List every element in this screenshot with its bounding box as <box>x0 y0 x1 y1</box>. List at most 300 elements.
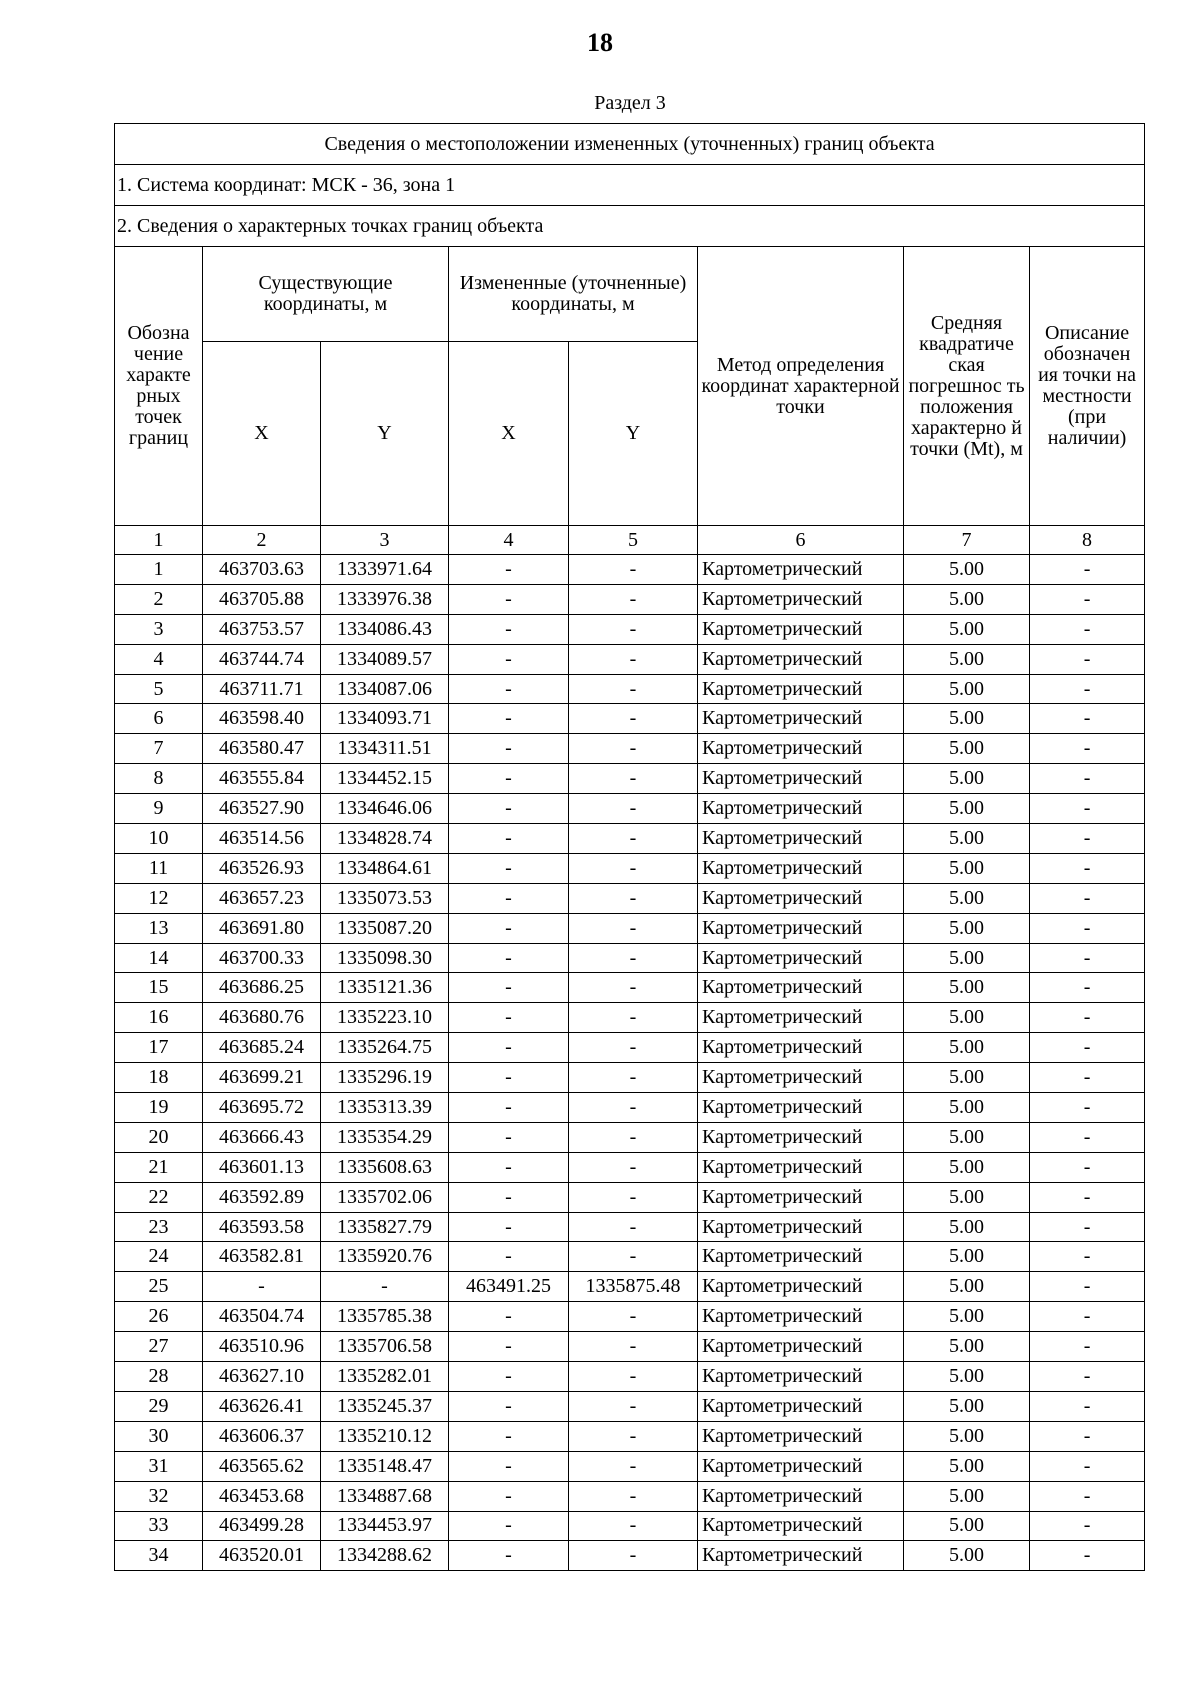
cell-point-number: 31 <box>115 1451 203 1481</box>
header-description: Описание обозначен ия точки на местности (при наличии) <box>1030 247 1145 526</box>
cell-existing-y: 1334093.71 <box>321 704 449 734</box>
cell-existing-y: 1334086.43 <box>321 614 449 644</box>
column-number: 5 <box>569 526 698 555</box>
cell-method: Картометрический <box>698 674 904 704</box>
cell-mean-error: 5.00 <box>904 1481 1030 1511</box>
table-row <box>115 943 1145 973</box>
cell-changed-x: - <box>449 853 569 883</box>
cell-existing-y: 1335087.20 <box>321 913 449 943</box>
table-row <box>115 1362 1145 1392</box>
cell-description: - <box>1030 1272 1145 1302</box>
cell-method: Картометрический <box>698 1332 904 1362</box>
cell-existing-y: 1335296.19 <box>321 1063 449 1093</box>
cell-method: Картометрический <box>698 1302 904 1332</box>
cell-changed-y: - <box>569 1391 698 1421</box>
cell-point-number: 14 <box>115 943 203 973</box>
cell-changed-x: - <box>449 1511 569 1541</box>
cell-method: Картометрический <box>698 1451 904 1481</box>
cell-method: Картометрический <box>698 853 904 883</box>
cell-description: - <box>1030 1451 1145 1481</box>
cell-method: Картометрический <box>698 555 904 585</box>
cell-existing-x: 463499.28 <box>203 1511 321 1541</box>
cell-existing-x: 463685.24 <box>203 1033 321 1063</box>
table-title: Сведения о местоположении измененных (уточненных) границ объекта <box>115 124 1145 165</box>
cell-existing-y: 1335706.58 <box>321 1332 449 1362</box>
cell-method: Картометрический <box>698 734 904 764</box>
cell-changed-y: - <box>569 734 698 764</box>
cell-method: Картометрический <box>698 1511 904 1541</box>
cell-changed-x: - <box>449 1063 569 1093</box>
cell-existing-x: 463711.71 <box>203 674 321 704</box>
cell-description: - <box>1030 1302 1145 1332</box>
cell-point-number: 24 <box>115 1242 203 1272</box>
cell-existing-x: - <box>203 1272 321 1302</box>
cell-existing-y: 1335264.75 <box>321 1033 449 1063</box>
table-row <box>115 674 1145 704</box>
cell-existing-x: 463744.74 <box>203 644 321 674</box>
cell-method: Картометрический <box>698 1541 904 1571</box>
cell-mean-error: 5.00 <box>904 644 1030 674</box>
cell-mean-error: 5.00 <box>904 1093 1030 1123</box>
cell-description: - <box>1030 1033 1145 1063</box>
cell-existing-y: 1334887.68 <box>321 1481 449 1511</box>
cell-mean-error: 5.00 <box>904 1541 1030 1571</box>
cell-description: - <box>1030 1182 1145 1212</box>
cell-changed-y: - <box>569 1063 698 1093</box>
cell-existing-y: 1335121.36 <box>321 973 449 1003</box>
cell-changed-y: - <box>569 1511 698 1541</box>
cell-changed-y: - <box>569 1541 698 1571</box>
cell-point-number: 22 <box>115 1182 203 1212</box>
cell-point-number: 34 <box>115 1541 203 1571</box>
cell-changed-x: - <box>449 644 569 674</box>
cell-changed-x: - <box>449 1182 569 1212</box>
cell-existing-y: 1335313.39 <box>321 1093 449 1123</box>
cell-changed-x: - <box>449 794 569 824</box>
cell-method: Картометрический <box>698 1391 904 1421</box>
cell-point-number: 18 <box>115 1063 203 1093</box>
cell-method: Картометрический <box>698 794 904 824</box>
cell-point-number: 3 <box>115 614 203 644</box>
cell-existing-x: 463526.93 <box>203 853 321 883</box>
header-existing-y: Y <box>321 342 449 526</box>
cell-description: - <box>1030 1122 1145 1152</box>
cell-existing-y: 1335785.38 <box>321 1302 449 1332</box>
cell-changed-y: - <box>569 913 698 943</box>
cell-changed-y: - <box>569 584 698 614</box>
cell-existing-y: 1335827.79 <box>321 1212 449 1242</box>
column-number: 2 <box>203 526 321 555</box>
cell-changed-y: - <box>569 943 698 973</box>
cell-existing-y: 1335148.47 <box>321 1451 449 1481</box>
table-row <box>115 644 1145 674</box>
cell-changed-y: - <box>569 1362 698 1392</box>
cell-mean-error: 5.00 <box>904 1421 1030 1451</box>
cell-description: - <box>1030 973 1145 1003</box>
cell-method: Картометрический <box>698 1033 904 1063</box>
cell-changed-y: - <box>569 1093 698 1123</box>
cell-changed-x: - <box>449 555 569 585</box>
cell-changed-y: - <box>569 1122 698 1152</box>
cell-description: - <box>1030 1391 1145 1421</box>
cell-point-number: 17 <box>115 1033 203 1063</box>
cell-mean-error: 5.00 <box>904 794 1030 824</box>
cell-existing-x: 463593.58 <box>203 1212 321 1242</box>
cell-existing-x: 463453.68 <box>203 1481 321 1511</box>
cell-existing-y: 1335282.01 <box>321 1362 449 1392</box>
cell-changed-x: - <box>449 1451 569 1481</box>
cell-mean-error: 5.00 <box>904 674 1030 704</box>
cell-description: - <box>1030 674 1145 704</box>
cell-mean-error: 5.00 <box>904 1122 1030 1152</box>
cell-description: - <box>1030 764 1145 794</box>
cell-mean-error: 5.00 <box>904 1063 1030 1093</box>
cell-mean-error: 5.00 <box>904 853 1030 883</box>
cell-existing-y: 1334087.06 <box>321 674 449 704</box>
cell-point-number: 26 <box>115 1302 203 1332</box>
table-row <box>115 764 1145 794</box>
cell-method: Картометрический <box>698 1481 904 1511</box>
cell-mean-error: 5.00 <box>904 584 1030 614</box>
cell-existing-y: 1335210.12 <box>321 1421 449 1451</box>
cell-mean-error: 5.00 <box>904 614 1030 644</box>
cell-existing-x: 463514.56 <box>203 824 321 854</box>
cell-mean-error: 5.00 <box>904 883 1030 913</box>
cell-mean-error: 5.00 <box>904 1362 1030 1392</box>
cell-existing-x: 463510.96 <box>203 1332 321 1362</box>
cell-existing-y: 1334453.97 <box>321 1511 449 1541</box>
cell-description: - <box>1030 943 1145 973</box>
column-number: 7 <box>904 526 1030 555</box>
header-existing-x: X <box>203 342 321 526</box>
cell-method: Картометрический <box>698 1272 904 1302</box>
cell-method: Картометрический <box>698 1122 904 1152</box>
cell-changed-x: - <box>449 943 569 973</box>
cell-description: - <box>1030 883 1145 913</box>
cell-existing-y: 1334089.57 <box>321 644 449 674</box>
cell-existing-y: 1335098.30 <box>321 943 449 973</box>
cell-changed-x: - <box>449 1362 569 1392</box>
table-row <box>115 1272 1145 1302</box>
cell-existing-x: 463705.88 <box>203 584 321 614</box>
cell-mean-error: 5.00 <box>904 824 1030 854</box>
cell-method: Картометрический <box>698 614 904 644</box>
table-row <box>115 1033 1145 1063</box>
cell-description: - <box>1030 614 1145 644</box>
cell-changed-y: - <box>569 1182 698 1212</box>
cell-changed-y: 1335875.48 <box>569 1272 698 1302</box>
cell-changed-y: - <box>569 1451 698 1481</box>
cell-mean-error: 5.00 <box>904 1391 1030 1421</box>
cell-changed-x: - <box>449 1212 569 1242</box>
cell-changed-x: - <box>449 1421 569 1451</box>
table-row <box>115 1481 1145 1511</box>
table-row <box>115 704 1145 734</box>
cell-existing-y: - <box>321 1272 449 1302</box>
cell-changed-y: - <box>569 973 698 1003</box>
cell-existing-x: 463627.10 <box>203 1362 321 1392</box>
cell-mean-error: 5.00 <box>904 555 1030 585</box>
table-body <box>115 555 1145 1571</box>
cell-method: Картометрический <box>698 1063 904 1093</box>
cell-changed-y: - <box>569 704 698 734</box>
header-method: Метод определения координат характерной точки <box>698 247 904 526</box>
column-number: 3 <box>321 526 449 555</box>
cell-existing-x: 463699.21 <box>203 1063 321 1093</box>
cell-changed-y: - <box>569 555 698 585</box>
cell-method: Картометрический <box>698 1093 904 1123</box>
cell-description: - <box>1030 824 1145 854</box>
cell-point-number: 13 <box>115 913 203 943</box>
cell-point-number: 5 <box>115 674 203 704</box>
cell-point-number: 10 <box>115 824 203 854</box>
cell-description: - <box>1030 555 1145 585</box>
cell-description: - <box>1030 584 1145 614</box>
cell-method: Картометрический <box>698 1362 904 1392</box>
cell-mean-error: 5.00 <box>904 1212 1030 1242</box>
cell-changed-y: - <box>569 1242 698 1272</box>
cell-existing-y: 1334288.62 <box>321 1541 449 1571</box>
cell-existing-x: 463700.33 <box>203 943 321 973</box>
cell-existing-x: 463680.76 <box>203 1003 321 1033</box>
cell-changed-x: - <box>449 764 569 794</box>
table-row <box>115 1182 1145 1212</box>
cell-existing-y: 1334864.61 <box>321 853 449 883</box>
table-row <box>115 1003 1145 1033</box>
cell-point-number: 28 <box>115 1362 203 1392</box>
cell-description: - <box>1030 1242 1145 1272</box>
cell-mean-error: 5.00 <box>904 1272 1030 1302</box>
table-row <box>115 853 1145 883</box>
cell-point-number: 1 <box>115 555 203 585</box>
cell-changed-x: - <box>449 913 569 943</box>
table-row <box>115 1212 1145 1242</box>
cell-existing-y: 1335354.29 <box>321 1122 449 1152</box>
cell-mean-error: 5.00 <box>904 1332 1030 1362</box>
cell-mean-error: 5.00 <box>904 1152 1030 1182</box>
cell-description: - <box>1030 1511 1145 1541</box>
cell-changed-x: - <box>449 1242 569 1272</box>
cell-existing-y: 1334828.74 <box>321 824 449 854</box>
cell-point-number: 16 <box>115 1003 203 1033</box>
cell-point-number: 9 <box>115 794 203 824</box>
cell-existing-x: 463565.62 <box>203 1451 321 1481</box>
cell-method: Картометрический <box>698 913 904 943</box>
table-row <box>115 1302 1145 1332</box>
cell-method: Картометрический <box>698 1152 904 1182</box>
cell-method: Картометрический <box>698 1421 904 1451</box>
cell-changed-x: - <box>449 1152 569 1182</box>
cell-changed-y: - <box>569 764 698 794</box>
cell-changed-y: - <box>569 883 698 913</box>
header-changed-coordinates: Измененные (уточненные) координаты, м <box>449 247 698 342</box>
cell-existing-x: 463580.47 <box>203 734 321 764</box>
cell-existing-y: 1335608.63 <box>321 1152 449 1182</box>
cell-point-number: 15 <box>115 973 203 1003</box>
cell-method: Картометрический <box>698 584 904 614</box>
cell-description: - <box>1030 1481 1145 1511</box>
cell-existing-x: 463598.40 <box>203 704 321 734</box>
column-number-row <box>115 526 1145 555</box>
cell-point-number: 30 <box>115 1421 203 1451</box>
cell-point-number: 11 <box>115 853 203 883</box>
table-row <box>115 824 1145 854</box>
cell-mean-error: 5.00 <box>904 1033 1030 1063</box>
cell-existing-x: 463606.37 <box>203 1421 321 1451</box>
column-number: 8 <box>1030 526 1145 555</box>
cell-point-number: 27 <box>115 1332 203 1362</box>
cell-point-number: 2 <box>115 584 203 614</box>
cell-point-number: 21 <box>115 1152 203 1182</box>
cell-existing-x: 463666.43 <box>203 1122 321 1152</box>
cell-changed-y: - <box>569 1421 698 1451</box>
table-row <box>115 734 1145 764</box>
table-row <box>115 1332 1145 1362</box>
cell-changed-x: 463491.25 <box>449 1272 569 1302</box>
header-designation: Обозна чение характе рных точек границ <box>115 247 203 526</box>
table-row <box>115 555 1145 585</box>
cell-changed-x: - <box>449 883 569 913</box>
table-row <box>115 1451 1145 1481</box>
cell-point-number: 23 <box>115 1212 203 1242</box>
boundary-points-table <box>114 123 1145 1571</box>
cell-existing-y: 1334646.06 <box>321 794 449 824</box>
cell-changed-y: - <box>569 614 698 644</box>
table-row <box>115 1541 1145 1571</box>
cell-changed-x: - <box>449 614 569 644</box>
cell-point-number: 8 <box>115 764 203 794</box>
cell-point-number: 19 <box>115 1093 203 1123</box>
table-row <box>115 973 1145 1003</box>
cell-mean-error: 5.00 <box>904 734 1030 764</box>
cell-changed-y: - <box>569 1332 698 1362</box>
table-row <box>115 1242 1145 1272</box>
cell-changed-x: - <box>449 1302 569 1332</box>
table-row <box>115 1122 1145 1152</box>
cell-existing-y: 1335223.10 <box>321 1003 449 1033</box>
cell-description: - <box>1030 734 1145 764</box>
cell-changed-y: - <box>569 1481 698 1511</box>
cell-mean-error: 5.00 <box>904 943 1030 973</box>
cell-existing-x: 463527.90 <box>203 794 321 824</box>
cell-point-number: 12 <box>115 883 203 913</box>
cell-existing-x: 463626.41 <box>203 1391 321 1421</box>
cell-method: Картометрический <box>698 1003 904 1033</box>
header-changed-y: Y <box>569 342 698 526</box>
cell-changed-x: - <box>449 674 569 704</box>
cell-existing-y: 1335702.06 <box>321 1182 449 1212</box>
cell-existing-x: 463695.72 <box>203 1093 321 1123</box>
cell-existing-x: 463753.57 <box>203 614 321 644</box>
cell-mean-error: 5.00 <box>904 1003 1030 1033</box>
cell-changed-x: - <box>449 824 569 854</box>
cell-changed-y: - <box>569 1152 698 1182</box>
cell-mean-error: 5.00 <box>904 973 1030 1003</box>
cell-existing-y: 1333971.64 <box>321 555 449 585</box>
header-mean-error: Средняя квадратиче ская погрешнос ть положения характерно й точки (Mt), м <box>904 247 1030 526</box>
cell-mean-error: 5.00 <box>904 1242 1030 1272</box>
cell-point-number: 25 <box>115 1272 203 1302</box>
table-row <box>115 883 1145 913</box>
cell-changed-x: - <box>449 1391 569 1421</box>
cell-changed-x: - <box>449 1541 569 1571</box>
column-number: 1 <box>115 526 203 555</box>
cell-method: Картометрический <box>698 1212 904 1242</box>
cell-description: - <box>1030 704 1145 734</box>
cell-changed-x: - <box>449 1033 569 1063</box>
table-row <box>115 1511 1145 1541</box>
cell-point-number: 7 <box>115 734 203 764</box>
table-row <box>115 1093 1145 1123</box>
cell-description: - <box>1030 1003 1145 1033</box>
table-row <box>115 614 1145 644</box>
points-info-heading: 2. Сведения о характерных точках границ объекта <box>115 206 1145 247</box>
cell-description: - <box>1030 794 1145 824</box>
cell-changed-y: - <box>569 1212 698 1242</box>
cell-description: - <box>1030 1152 1145 1182</box>
cell-mean-error: 5.00 <box>904 764 1030 794</box>
cell-existing-y: 1335073.53 <box>321 883 449 913</box>
cell-changed-y: - <box>569 1003 698 1033</box>
cell-existing-x: 463520.01 <box>203 1541 321 1571</box>
cell-method: Картометрический <box>698 943 904 973</box>
cell-mean-error: 5.00 <box>904 1511 1030 1541</box>
coordinate-system: 1. Система координат: МСК - 36, зона 1 <box>115 165 1145 206</box>
cell-existing-x: 463691.80 <box>203 913 321 943</box>
cell-existing-x: 463657.23 <box>203 883 321 913</box>
cell-changed-x: - <box>449 973 569 1003</box>
cell-description: - <box>1030 1093 1145 1123</box>
section-label: Раздел 3 <box>594 92 666 114</box>
cell-existing-y: 1335245.37 <box>321 1391 449 1421</box>
cell-mean-error: 5.00 <box>904 704 1030 734</box>
cell-changed-x: - <box>449 704 569 734</box>
cell-description: - <box>1030 913 1145 943</box>
table-row <box>115 1391 1145 1421</box>
cell-description: - <box>1030 1421 1145 1451</box>
cell-changed-x: - <box>449 584 569 614</box>
cell-mean-error: 5.00 <box>904 1182 1030 1212</box>
cell-changed-x: - <box>449 1003 569 1033</box>
cell-point-number: 33 <box>115 1511 203 1541</box>
table-row <box>115 1152 1145 1182</box>
cell-method: Картометрический <box>698 973 904 1003</box>
cell-description: - <box>1030 853 1145 883</box>
cell-method: Картометрический <box>698 1242 904 1272</box>
cell-point-number: 29 <box>115 1391 203 1421</box>
cell-existing-x: 463582.81 <box>203 1242 321 1272</box>
cell-existing-y: 1333976.38 <box>321 584 449 614</box>
cell-existing-x: 463592.89 <box>203 1182 321 1212</box>
cell-existing-x: 463555.84 <box>203 764 321 794</box>
cell-changed-y: - <box>569 644 698 674</box>
cell-method: Картометрический <box>698 824 904 854</box>
cell-method: Картометрический <box>698 764 904 794</box>
cell-method: Картометрический <box>698 704 904 734</box>
cell-changed-x: - <box>449 1122 569 1152</box>
cell-changed-y: - <box>569 1033 698 1063</box>
cell-changed-x: - <box>449 1093 569 1123</box>
cell-point-number: 20 <box>115 1122 203 1152</box>
cell-description: - <box>1030 1362 1145 1392</box>
header-existing-coordinates: Существующие координаты, м <box>203 247 449 342</box>
cell-existing-x: 463686.25 <box>203 973 321 1003</box>
table-row <box>115 584 1145 614</box>
cell-changed-y: - <box>569 1302 698 1332</box>
cell-changed-x: - <box>449 1481 569 1511</box>
cell-existing-y: 1335920.76 <box>321 1242 449 1272</box>
cell-description: - <box>1030 1212 1145 1242</box>
